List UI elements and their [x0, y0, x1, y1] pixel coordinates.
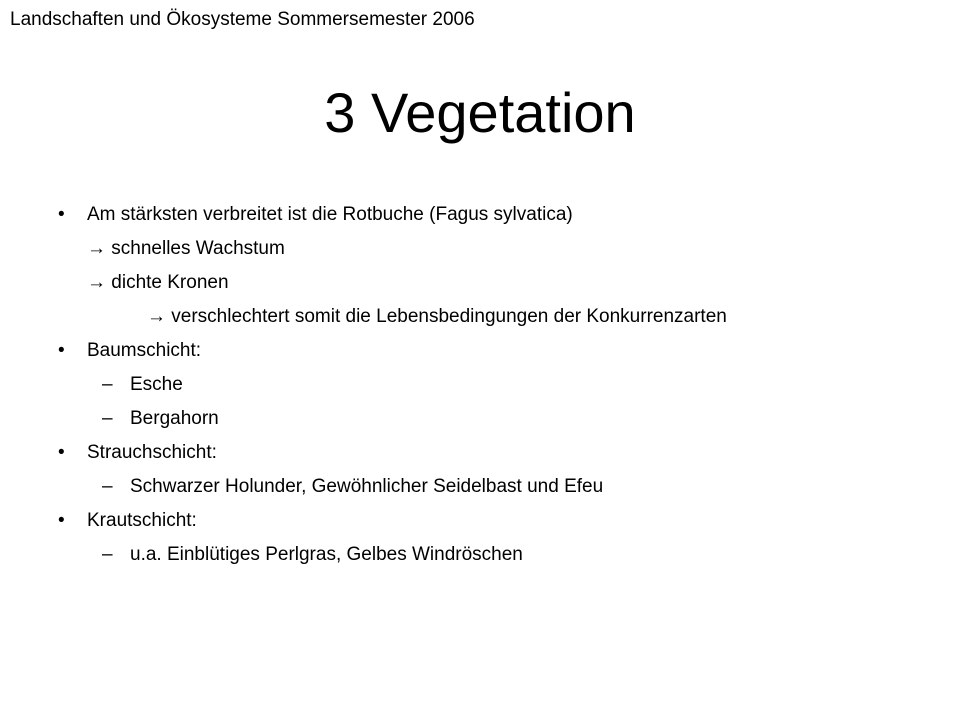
bullet-marker: •: [58, 510, 65, 531]
list-item-text: → schnelles Wachstum: [87, 238, 285, 259]
list-item-text: → dichte Kronen: [87, 272, 229, 293]
header-text: Landschaften und Ökosysteme Sommersemester 2006: [10, 9, 475, 30]
dash-marker: –: [102, 476, 113, 497]
list-item-text: Krautschicht:: [87, 510, 197, 531]
list-item-text: Am stärksten verbreitet ist die Rotbuche (Fagus sylvatica): [87, 204, 573, 225]
dash-marker: –: [102, 408, 113, 429]
list-item-text: → verschlechtert somit die Lebensbedingungen der Konkurrenzarten: [147, 306, 727, 327]
list-item-text: Baumschicht:: [87, 340, 202, 361]
sub-list-item-text: Bergahorn: [130, 408, 219, 429]
bullet-marker: •: [58, 340, 65, 361]
bullet-marker: •: [58, 442, 65, 463]
sub-list-item-text: Schwarzer Holunder, Gewöhnlicher Seidelbast und Efeu: [130, 476, 604, 497]
dash-marker: –: [102, 544, 113, 565]
list-item-text: Strauchschicht:: [87, 442, 217, 463]
slide-title: 3 Vegetation: [324, 81, 636, 144]
dash-marker: –: [102, 374, 113, 395]
bullet-marker: •: [58, 204, 65, 225]
sub-list-item-text: Esche: [130, 374, 183, 395]
sub-list-item-text: u.a. Einblütiges Perlgras, Gelbes Windröschen: [130, 544, 523, 565]
